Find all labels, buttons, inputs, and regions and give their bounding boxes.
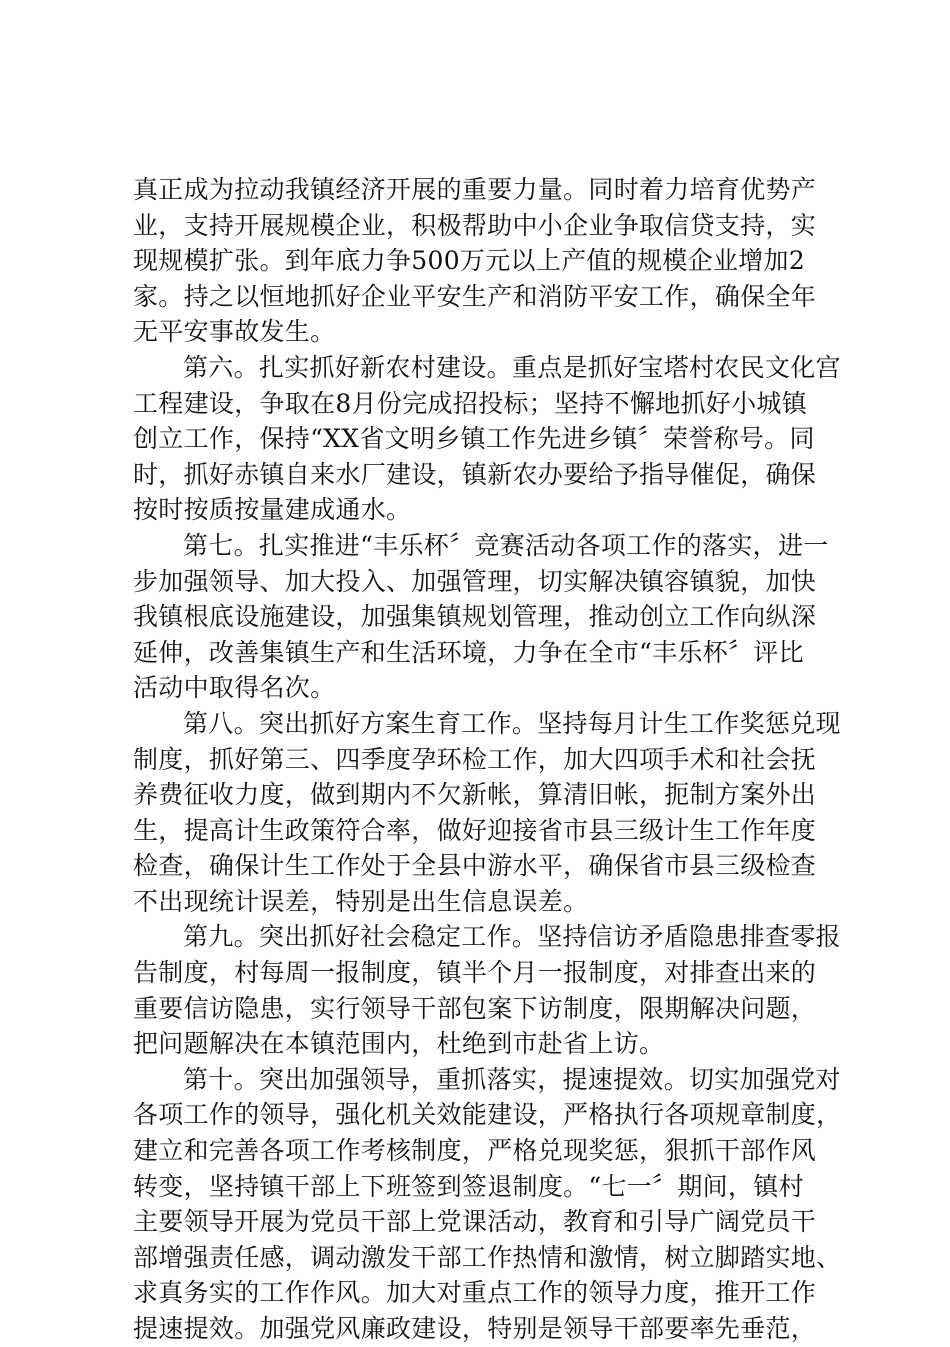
text-line: 工程建设，争取在8月份完成招投标；坚持不懈地抓好小城镇 — [133, 388, 808, 418]
text-line: 活动中取得名次。 — [133, 673, 336, 703]
text-line: 各项工作的领导，强化机关效能建设，严格执行各项规章制度， — [133, 1100, 842, 1130]
text-line: 家。持之以恒地抓好企业平安生产和消防平安工作，确保全年 — [133, 281, 817, 311]
text-line: 步加强领导、加大投入、加强管理，切实解决镇容镇貌，加快 — [133, 566, 817, 596]
text-line: 创立工作，保持“XX省文明乡镇工作先进乡镇〞荣誉称号。同 — [133, 424, 815, 454]
text-line: 把问题解决在本镇范围内，杜绝到市赴省上访。 — [133, 1029, 665, 1059]
text-line: 生，提高计生政策符合率，做好迎接省市县三级计生工作年度 — [133, 815, 817, 845]
text-line: 无平安事故发生。 — [133, 317, 336, 347]
text-line: 我镇根底设施建设，加强集镇规划管理，推动创立工作向纵深 — [133, 602, 817, 632]
document-body — [133, 172, 842, 1347]
text-line: 转变，坚持镇干部上下班签到签退制度。“七一〞期间，镇村 — [133, 1171, 804, 1201]
text-line: 告制度，村每周一报制度，镇半个月一报制度，对排查出来的 — [133, 958, 817, 988]
paragraph-start-line: 第九。突出抓好社会稳定工作。坚持信访矛盾隐患排查零报 — [183, 922, 841, 952]
paragraph-start-line: 第十。突出加强领导，重抓落实，提速提效。切实加强党对 — [183, 1064, 841, 1094]
text-line: 按时按质按量建成通水。 — [133, 495, 412, 525]
text-line: 提速提效。加强党风廉政建设，特别是领导干部要率先垂范， — [133, 1314, 817, 1343]
text-line: 主要领导开展为党员干部上党课活动，教育和引导广阔党员干 — [133, 1207, 817, 1237]
text-line: 重要信访隐患，实行领导干部包案下访制度，限期解决问题， — [133, 993, 817, 1023]
text-line: 求真务实的工作作风。加大对重点工作的领导力度，推开工作 — [133, 1278, 817, 1308]
paragraph-start-line: 第六。扎实抓好新农村建设。重点是抓好宝塔村农民文化宫 — [183, 352, 841, 382]
text-line: 延伸，改善集镇生产和生活环境，力争在全市“丰乐杯〞评比 — [133, 637, 804, 667]
text-line: 养费征收力度，做到期内不欠新帐，算清旧帐，扼制方案外出 — [133, 780, 817, 810]
text-line: 检查，确保计生工作处于全县中游水平，确保省市县三级检查 — [133, 851, 817, 881]
text-line: 业，支持开展规模企业，积极帮助中小企业争取信贷支持，实 — [133, 210, 817, 240]
text-line: 不出现统计误差，特别是出生信息误差。 — [133, 886, 589, 916]
text-line: 现规模扩张。到年底力争500万元以上产值的规模企业增加2 — [133, 246, 806, 276]
text-line: 部增强责任感，调动激发干部工作热情和激情，树立脚踏实地、 — [133, 1242, 842, 1272]
text-line: 制度，抓好第三、四季度孕环检工作，加大四项手术和社会抚 — [133, 744, 817, 774]
text-line: 时，抓好赤镇自来水厂建设，镇新农办要给予指导催促，确保 — [133, 459, 817, 489]
text-line: 真正成为拉动我镇经济开展的重要力量。同时着力培育优势产 — [133, 175, 817, 204]
text-line: 建立和完善各项工作考核制度，严格兑现奖惩，狠抓干部作风 — [133, 1136, 817, 1166]
paragraph-start-line: 第七。扎实推进“丰乐杯〞竞赛活动各项工作的落实，进一 — [183, 530, 829, 560]
paragraph-start-line: 第八。突出抓好方案生育工作。坚持每月计生工作奖惩兑现 — [183, 708, 841, 738]
